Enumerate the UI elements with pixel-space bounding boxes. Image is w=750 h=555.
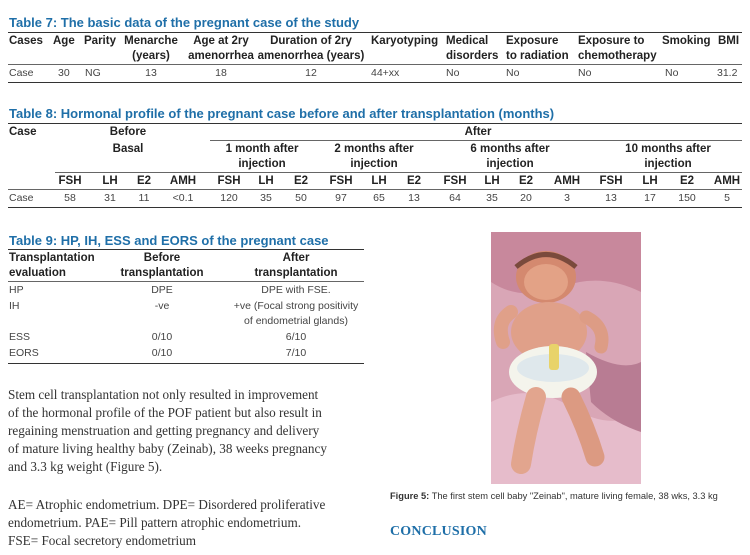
baby-photo-illustration [491, 232, 641, 484]
table9-header-evaluation: Transplantation [9, 252, 95, 264]
section-heading-conclusion: CONCLUSION [390, 524, 487, 539]
table8-hormone-e2-basal: E2 [136, 175, 152, 187]
table7-header-age-2ry-line2: amenorrhea [188, 50, 254, 62]
table8-hormone-lh-basal: LH [102, 175, 118, 187]
body-paragraph-line: of the hormonal profile of the POF patient but also result in [8, 405, 322, 420]
table7-cell-medical: No [446, 67, 460, 79]
table8-hormone-amh-10m: AMH [713, 175, 741, 187]
table7-header-duration: Duration of 2ry [270, 35, 352, 47]
body-paragraph-line: and 3.3 kg weight (Figure 5). [8, 459, 163, 474]
table9-row-ih-label: IH [9, 300, 20, 312]
table8-hormone-fsh-2m: FSH [329, 175, 353, 187]
table7-cell-parity: NG [85, 67, 101, 79]
table8-hormone-lh-6m: LH [484, 175, 500, 187]
table7-header-chemo: Exposure to [578, 35, 645, 47]
table7-header-cases: Cases [9, 35, 43, 47]
table7-header-medical-line2: disorders [446, 50, 499, 62]
table7-cell-radiation: No [506, 67, 520, 79]
table8-value-fsh-2m: 97 [335, 192, 347, 204]
table8-header-after: After [464, 126, 492, 138]
table7-header-duration-line2: amenorrhea (years) [257, 50, 365, 62]
table7-cell-menarche: 13 [145, 67, 157, 79]
table8-group-10-months: 10 months after [625, 143, 711, 155]
table9-header-rule [8, 281, 364, 282]
table7-header-radiation: Exposure [506, 35, 559, 47]
table9-row-ih-after-line2: of endometrial glands) [244, 315, 348, 327]
table7-header-karyotyping: Karyotyping [371, 35, 439, 47]
table9-caption: Table 9: HP, IH, ESS and EORS of the pregnant case [9, 233, 329, 248]
table7-header-menarche-unit: (years) [132, 50, 170, 62]
table8-group-10-months-line2: injection [644, 158, 692, 170]
table9-row-ih-before: -ve [154, 300, 170, 312]
table9-row-ess-before: 0/10 [151, 331, 173, 343]
table7-header-parity: Parity [84, 35, 116, 47]
table8-value-fsh-10m: 13 [605, 192, 617, 204]
table9-row-hp-before: DPE [151, 284, 173, 296]
table8-hormone-e2-1m: E2 [293, 175, 309, 187]
table8-hormone-fsh-10m: FSH [599, 175, 623, 187]
table8-value-e2-1m: 50 [295, 192, 307, 204]
abbreviations-line: endometrium. PAE= Pill pattern atrophic endometrium. [8, 515, 301, 530]
baby-photo [491, 232, 641, 484]
figure-caption-text: The first stem cell baby "Zeinab", mature living female, 38 wks, 3.3 kg [431, 491, 718, 501]
table8-header-rule [8, 189, 742, 190]
table9-top-rule [8, 249, 364, 250]
table9-header-after: After [282, 252, 310, 264]
table9-row-eors-before: 0/10 [151, 347, 173, 359]
table8-hormone-e2-6m: E2 [518, 175, 534, 187]
table7-header-age: Age [53, 35, 75, 47]
table8-group-2-months: 2 months after [334, 143, 414, 155]
table8-header-before: Before [109, 126, 147, 138]
table9-header-after-line2: transplantation [254, 267, 338, 279]
table8-row-label: Case [9, 192, 34, 204]
table7-bottom-rule [8, 82, 742, 83]
abbreviations-line: AE= Atrophic endometrium. DPE= Disordered proliferative [8, 497, 326, 512]
table8-group-1-month: 1 month after [225, 143, 299, 155]
table8-hormone-e2-10m: E2 [679, 175, 695, 187]
table9-row-hp-after: DPE with FSE. [261, 284, 331, 296]
table9-row-eors-after: 7/10 [285, 347, 307, 359]
table8-value-amh-10m: 5 [724, 192, 730, 204]
table7-cell-cases: Case [9, 67, 34, 79]
table9-header-evaluation-line2: evaluation [9, 267, 66, 279]
table7-header-bmi: BMI [718, 35, 740, 47]
table9-header-before-line2: transplantation [120, 267, 204, 279]
table8-value-fsh-1m: 120 [220, 192, 238, 204]
table8-value-e2-6m: 20 [520, 192, 532, 204]
table7-cell-smoking: No [665, 67, 679, 79]
table7-caption: Table 7: The basic data of the pregnant case of the study [9, 15, 360, 30]
table9-row-ess-after: 6/10 [285, 331, 307, 343]
table8-group-basal: Basal [112, 143, 144, 155]
table8-group-2-months-line2: injection [350, 158, 398, 170]
table8-hormone-fsh-basal: FSH [58, 175, 82, 187]
body-paragraph [8, 386, 327, 476]
table8-hormone-amh-6m: AMH [553, 175, 581, 187]
table8-hormone-lh-2m: LH [371, 175, 387, 187]
table7-header-smoking: Smoking [662, 35, 711, 47]
table7-top-rule [8, 32, 742, 33]
table7-header-rule [8, 64, 742, 65]
table8-bottom-rule [8, 207, 742, 208]
table8-hormone-fsh-6m: FSH [443, 175, 467, 187]
table7-header-menarche: Menarche [124, 35, 178, 47]
table8-value-amh-basal: <0.1 [172, 192, 194, 204]
table8-group-rule [55, 172, 742, 173]
table8-value-amh-6m: 3 [564, 192, 570, 204]
table7-cell-karyotyping: 44+xx [371, 67, 400, 79]
figure-label: Figure 5: [390, 491, 430, 501]
table8-group-1-month-line2: injection [238, 158, 286, 170]
table7-cell-age: 30 [58, 67, 70, 79]
table8-value-lh-6m: 35 [486, 192, 498, 204]
table8-value-fsh-basal: 58 [64, 192, 76, 204]
table9-row-ih-after: +ve (Focal strong positivity [233, 300, 359, 312]
table8-hormone-e2-2m: E2 [406, 175, 422, 187]
table8-value-lh-basal: 31 [104, 192, 116, 204]
table9-row-eors-label: EORS [9, 347, 39, 359]
table8-value-e2-10m: 150 [678, 192, 696, 204]
table8-group-6-months-line2: injection [486, 158, 534, 170]
table7-cell-age-2ry: 18 [215, 67, 227, 79]
table8-top-rule [8, 123, 742, 124]
abbreviations-line: FSE= Focal secretory endometrium [8, 533, 196, 548]
table9-bottom-rule [8, 363, 364, 364]
table8-hormone-fsh-1m: FSH [217, 175, 241, 187]
table8-hormone-amh-basal: AMH [169, 175, 197, 187]
table8-hormone-lh-1m: LH [258, 175, 274, 187]
figure-caption [390, 491, 718, 501]
table8-value-lh-2m: 65 [373, 192, 385, 204]
table7-header-radiation-line2: to radiation [506, 50, 569, 62]
table8-value-e2-basal: 11 [138, 192, 150, 204]
table8-value-lh-1m: 35 [260, 192, 272, 204]
body-paragraph-line: regaining menstruation and getting pregnancy and delivery [8, 423, 320, 438]
table7-cell-duration: 12 [305, 67, 317, 79]
table8-caption: Table 8: Hormonal profile of the pregnant case before and after transplantation (months) [9, 106, 555, 121]
table8-after-span-rule [210, 140, 742, 141]
table8-group-6-months: 6 months after [470, 143, 550, 155]
abbreviations-paragraph [8, 496, 325, 550]
table8-value-e2-2m: 13 [408, 192, 420, 204]
table9-row-hp-label: HP [9, 284, 24, 296]
table7-cell-bmi: 31.2 [717, 67, 738, 79]
table8-hormone-lh-10m: LH [642, 175, 658, 187]
body-paragraph-line: Stem cell transplantation not only resulted in improvement [8, 387, 319, 402]
table7-cell-chemo: No [578, 67, 592, 79]
table7-header-chemo-line2: chemotherapy [578, 50, 657, 62]
table7-header-medical: Medical [446, 35, 489, 47]
table9-row-ess-label: ESS [9, 331, 31, 343]
table8-header-case: Case [9, 126, 37, 138]
table8-value-lh-10m: 17 [644, 192, 656, 204]
body-paragraph-line: of mature living healthy baby (Zeinab), 38 weeks pregnancy [8, 441, 327, 456]
table9-header-before: Before [143, 252, 181, 264]
table8-value-fsh-6m: 64 [449, 192, 461, 204]
table7-header-age-2ry: Age at 2ry [193, 35, 249, 47]
